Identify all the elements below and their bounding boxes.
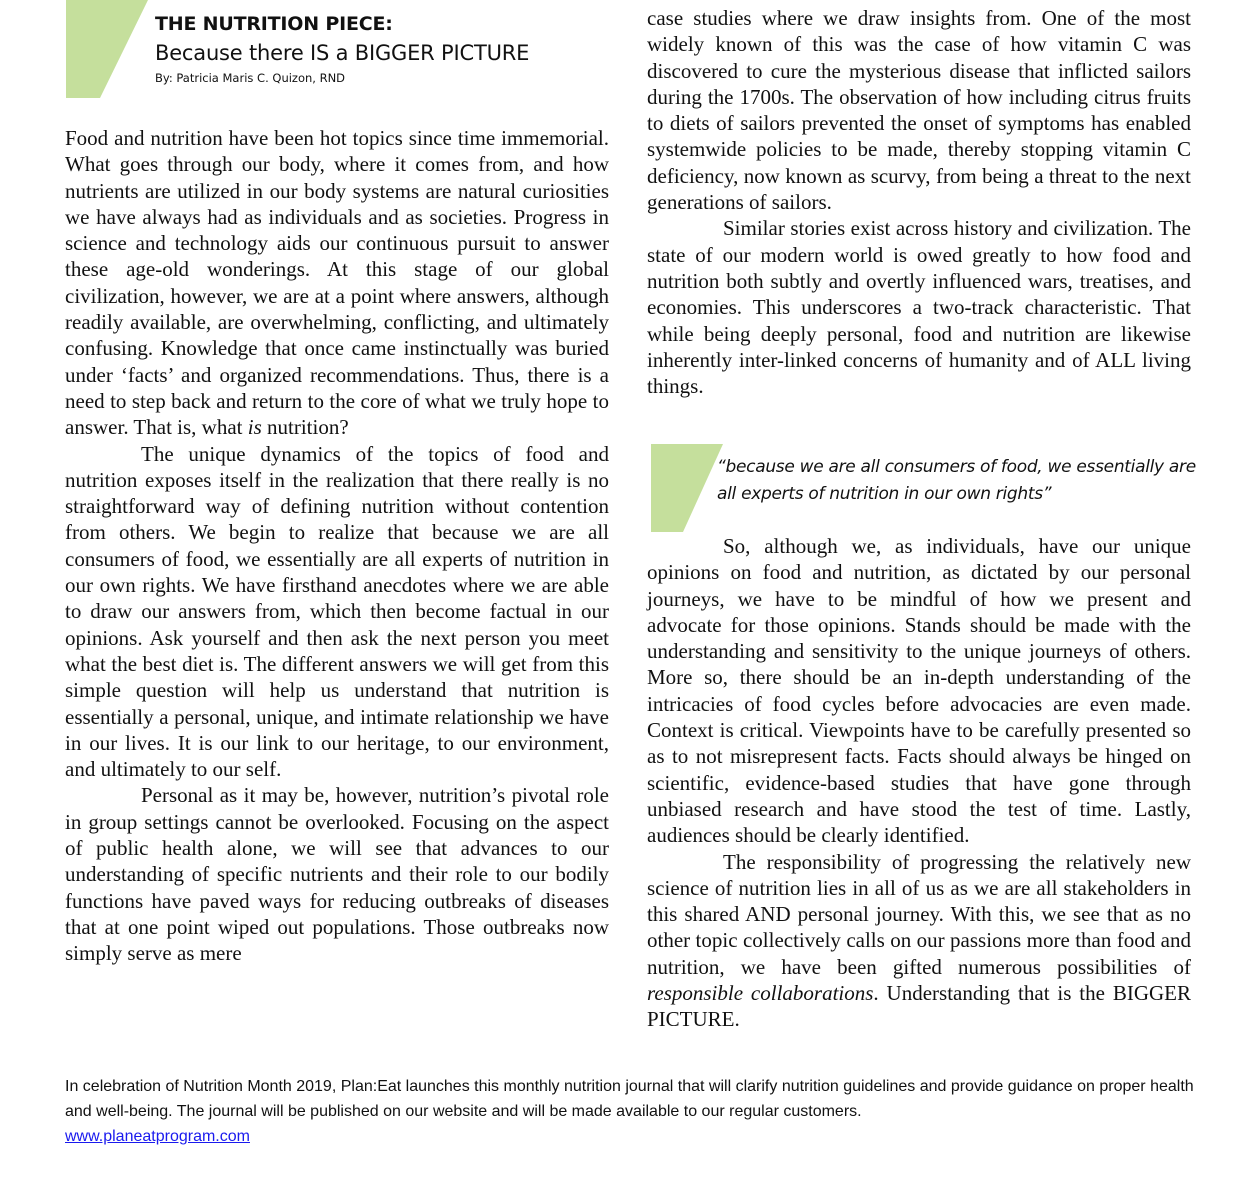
footer-note	[65, 1074, 1205, 1149]
paragraph-3: Personal as it may be, however, nutrition’s pivotal role in group settings cannot be overlooked. Focusing on the aspect of public health alone, we will see that advances to our understanding of specific nutrients and their role to our bodily functions have paved ways for reducing outbreaks of diseases that at one point wiped out populations. Those outbreaks now simply serve as mere	[65, 783, 609, 966]
paragraph-1-emphasis: is	[247, 415, 262, 440]
paragraph-6	[647, 849, 1191, 1033]
article-subtitle: Because there IS a BIGGER PICTURE	[155, 41, 530, 65]
quote-accent-shape	[651, 444, 723, 532]
author-byline: By: Patricia Maris C. Quizon, RND	[155, 71, 346, 85]
paragraph-3-continued: case studies where we draw insights from. One of the most widely known of this was the case of how vitamin C was discovered to cure the mysterious disease that inflicted sailors during the 1700s. The observation of how including citrus fruits to diets of sailors prevented the onset of symptoms has enabled systemwide policies to be made, thereby stopping vitamin C deficiency, now known as scurvy, from being a threat to the next generations of sailors.	[647, 6, 1191, 215]
title-accent-shape	[66, 0, 148, 98]
paragraph-4: Similar stories exist across history and civilization. The state of our modern world is owed greatly to how food and nutrition both subtly and overtly influenced wars, treatises, and economies. This underscores a two-track characteristic. That while being deeply personal, food and nutrition are likewise inherently inter-linked concerns of humanity and of ALL living things.	[647, 216, 1191, 399]
right-column-bottom	[647, 533, 1191, 1033]
website-link[interactable]: www.planeatprogram.com	[65, 1128, 250, 1145]
paragraph-1-end: nutrition?	[261, 415, 349, 440]
paragraph-1	[65, 125, 609, 441]
pull-quote: “because we are all consumers of food, we essentially are all experts of nutrition in our own rights”	[717, 457, 1196, 504]
left-column	[65, 125, 609, 967]
paragraph-5: So, although we, as individuals, have our unique opinions on food and nutrition, as dictated by our personal journeys, we have to be mindful of how we present and advocate for those opinions. Stands should be made with the understanding and sensitivity to the unique journeys of others. More so, there should be an in-depth understanding of the intricacies of food cycles before advocacies are even made. Context is critical. Viewpoints have to be carefully presented so as to not misrepresent facts. Facts should always be hinged on scientific, evidence-based studies that have gone through unbiased research and have stood the test of time. Lastly, audiences should be clearly identified.	[647, 534, 1191, 848]
footer-text: In celebration of Nutrition Month 2019, Plan:Eat launches this monthly nutrition journal that will clarify nutrition guidelines and provide guidance on proper health and well-being. The journal will be published on our website and will be made available to our regular customers.	[65, 1078, 1194, 1120]
paragraph-6-text: The responsibility of progressing the relatively new science of nutrition lies in all of us as we are all stakeholders in this shared AND personal journey. With this, we see that as no other topic collectively calls on our passions more than food and nutrition, we have been gifted numerous possibilities of	[647, 849, 1191, 979]
paragraph-1-text: Food and nutrition have been hot topics since time immemorial. What goes through our body, where it comes from, and how nutrients are utilized in our body systems are natural curiosities we have always had as individuals and as societies. Progress in science and technology aids our continuous pursuit to answer these age-old wonderings. At this stage of our global civilization, however, we are at a point where answers, although readily available, are overwhelming, conflicting, and ultimately confusing. Knowledge that once came instinctually was buried under ‘facts’ and organized recommendations. Thus, there is a need to step back and return to the core of what we truly hope to answer. That is, what	[65, 126, 609, 440]
paragraph-6-end: . Understanding that is the BIGGER PICTURE.	[647, 981, 1191, 1032]
paragraph-2: The unique dynamics of the topics of food and nutrition exposes itself in the realization that there really is no straightforward way of defining nutrition without contention from others. We begin to realize that because we are all consumers of food, we essentially are all experts of nutrition in our own rights. We have firsthand anecdotes where we are able to draw our answers from, which then become factual in our opinions. Ask yourself and then ask the next person you meet what the best diet is. The different answers we will get from this simple question will help us understand that nutrition is essentially a personal, unique, and intimate relationship we have in our lives. It is our link to our heritage, to our environment, and ultimately to our self.	[65, 441, 609, 782]
right-column-top	[647, 5, 1191, 399]
article-header	[155, 10, 595, 88]
article-title: THE NUTRITION PIECE:	[155, 13, 393, 35]
paragraph-6-emphasis: responsible collaborations	[647, 981, 874, 1006]
